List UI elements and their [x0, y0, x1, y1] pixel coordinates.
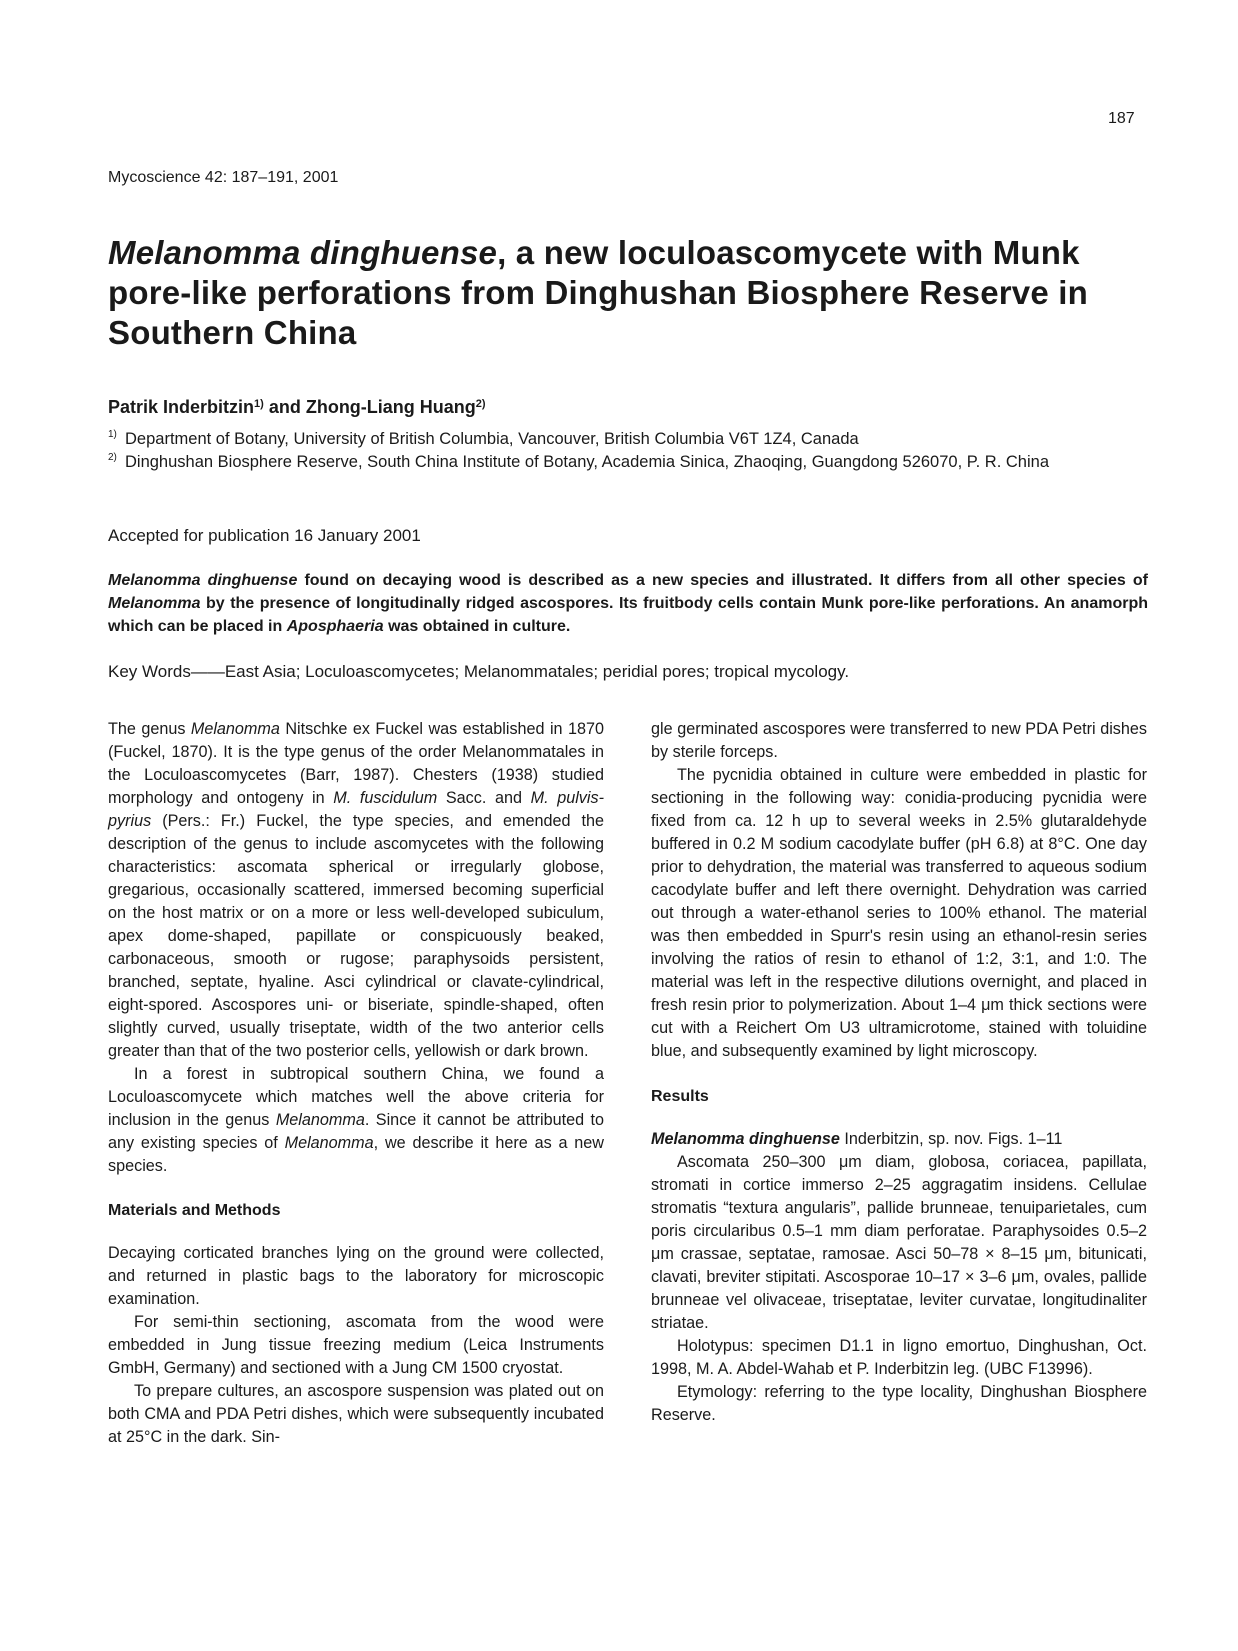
affiliation-text: Dinghushan Biosphere Reserve, South China Institute of Botany, Academia Sinica, Zhaoqing, Guangdong 526070, P. R. China [125, 453, 1049, 471]
text-run: . Since it cannot be attributed to any existing species of [108, 1111, 604, 1152]
author-1-affiliation-mark: 1) [254, 398, 264, 410]
key-words-label: Key Words [108, 662, 191, 681]
abstract-genus: Melanomma [108, 595, 201, 612]
page-number: 187 [1108, 110, 1135, 127]
affiliation-mark: 1) [108, 429, 117, 440]
affiliation-mark: 2) [108, 452, 117, 463]
key-words-dash: —— [190, 662, 225, 681]
intro-paragraph-1 [108, 718, 604, 1063]
methods-paragraph-1: Decaying corticated branches lying on the ground were collected, and returned in plastic bags to the laboratory for microscopic examination. [108, 1244, 604, 1308]
species-heading [651, 1128, 1147, 1151]
author-1: Patrik Inderbitzin [108, 397, 255, 417]
title-text: , a new loculoascomycete with Munk pore-like perforations from Dinghushan Biosphere Reserve in Southern China [108, 234, 1088, 351]
intro-paragraph-2 [108, 1063, 604, 1178]
methods-heading: Materials and Methods [108, 1202, 281, 1219]
abstract-species: Melanomma dinghuense [108, 572, 298, 589]
genus-name: Melanomma [190, 720, 280, 738]
abstract-text: found on decaying wood is described as a new species and illustrated. It differs from all other species of [297, 572, 1149, 589]
continued-paragraph: gle germinated ascospores were transferred to new PDA Petri dishes by sterile forceps. [651, 720, 1147, 761]
title-species-name: Melanomma dinghuense [108, 234, 498, 271]
species-name: M. fuscidulum [333, 789, 438, 807]
key-words-text: East Asia; Loculoascomycetes; Melanommatales; peridial pores; tropical mycology. [224, 662, 850, 681]
etymology-paragraph: Etymology: referring to the type locality, Dinghushan Biosphere Reserve. [651, 1383, 1147, 1424]
affiliation-1 [108, 428, 1148, 451]
article-title [108, 233, 1148, 353]
methods-paragraph-2: For semi-thin sectioning, ascomata from the wood were embedded in Jung tissue freezing medium (Leica Instruments GmbH, Germany) and sectioned with a Jung CM 1500 cryostat. [108, 1313, 604, 1377]
key-words [108, 662, 849, 682]
text-run: The genus [108, 720, 191, 738]
abstract-text: by the presence of longitudinally ridged ascospores. Its fruitbody cells contain Munk pore-like perforations. An anamorph which can be placed in [108, 595, 1148, 635]
abstract-text: was obtained in culture. [383, 618, 571, 635]
text-run: Sacc. and [437, 789, 531, 807]
genus-name: Melanomma [275, 1111, 365, 1129]
pycnidia-paragraph: The pycnidia obtained in culture were embedded in plastic for sectioning in the following way: conidia-producing pycnidia were fixed from ca. 12 h up to several weeks in 2.5% glutaraldehyde buffered in 0.2 M sodium cacodylate buffer (pH 6.8) at 8°C. One day prior to dehydration, the material was transferred to aqueous sodium cacodylate buffer and left there overnight. Dehydration was carried out through a water-ethanol series to 100% ethanol. The material was then embedded in Spurr's resin using an ethanol-resin series involving the ratios of resin to ethanol of 1:2, 3:1, and 1:0. The material was left in the respective dilutions overnight, and placed in fresh resin prior to polymerization. About 1–4 μm thick sections were cut with a Reichert Om U3 ultramicrotome, stained with toluidine blue, and subsequently examined by light microscopy. [651, 766, 1147, 1060]
affiliation-2 [108, 451, 1148, 474]
text-run: In a forest in subtropical southern China, we found a Loculoascomycete which matches well the above criteria for inclusion in the genus [108, 1065, 604, 1129]
journal-reference: Mycoscience 42: 187–191, 2001 [108, 169, 339, 186]
author-2: Zhong-Liang Huang [305, 397, 476, 417]
author-conjunction: and [263, 397, 306, 417]
text-run: (Pers.: Fr.) Fuckel, the type species, and emended the description of the genus to include ascomycetes with the following characteristics: ascomata spherical or irregularly globose, gregarious, occasionally scattered, immersed becoming superficial on the host matrix or on a more or less well-developed subiculum, apex dome-shaped, papillate or conspicuously beaked, carbonaceous, smooth or rugose; paraphysoids persistent, branched, septate, hyaline. Asci cylindrical or clavate-cylindrical, eight-spored. Ascospores uni- or biseriate, spindle-shaped, often slightly curved, usually triseptate, width of the two anterior cells greater than that of the two posterior cells, yellowish or dark brown. [108, 812, 604, 1060]
abstract [108, 569, 1148, 638]
author-2-affiliation-mark: 2) [475, 398, 486, 410]
text-run: , we describe it here as a new species. [108, 1134, 604, 1175]
left-column [108, 718, 604, 1449]
genus-name: Melanomma [284, 1134, 374, 1152]
author-line [108, 397, 486, 418]
text-run: Nitschke ex Fuckel was established in 1870 (Fuckel, 1870). It is the type genus of the order Melanommatales in the Loculoascomycetes (Barr, 1987). Chesters (1938) studied morphology and ontogeny in [108, 720, 604, 807]
right-column [651, 718, 1147, 1427]
affiliation-text: Department of Botany, University of British Columbia, Vancouver, British Columbia V6T 1Z4, Canada [125, 430, 859, 448]
species-authority: Inderbitzin, sp. nov. Figs. 1–11 [839, 1130, 1063, 1148]
holotype-paragraph: Holotypus: specimen D1.1 in ligno emortuo, Dinghushan, Oct. 1998, M. A. Abdel-Wahab et P. Inderbitzin leg. (UBC F13996). [651, 1337, 1147, 1378]
methods-paragraph-3: To prepare cultures, an ascospore suspension was plated out on both CMA and PDA Petri dishes, which were subsequently incubated at 25°C in the dark. Sin- [108, 1382, 604, 1446]
results-heading: Results [651, 1088, 709, 1105]
latin-description: Ascomata 250–300 μm diam, globosa, coriacea, papillata, stromati in cortice immerso 2–25 aggragatim insidens. Cellulae stromatis “textura angularis”, pallide brunneae, tenuiparietales, cum poris circularibus 0.5–1 mm diam perforatae. Paraphysoides 0.5–2 μm crassae, septatae, ramosae. Asci 50–78 × 8–15 μm, bitunicati, clavati, breviter stipitati. Ascosporae 10–17 × 3–6 μm, ovales, pallide brunneae vel olivaceae, triseptatae, leviter curvatae, longitudinaliter striatae. [651, 1153, 1147, 1332]
accepted-date: Accepted for publication 16 January 2001 [108, 526, 421, 545]
species-name: Melanomma dinghuense [651, 1130, 840, 1148]
species-name: M. pulvis-pyrius [108, 789, 604, 830]
abstract-anamorph: Aposphaeria [286, 618, 384, 635]
